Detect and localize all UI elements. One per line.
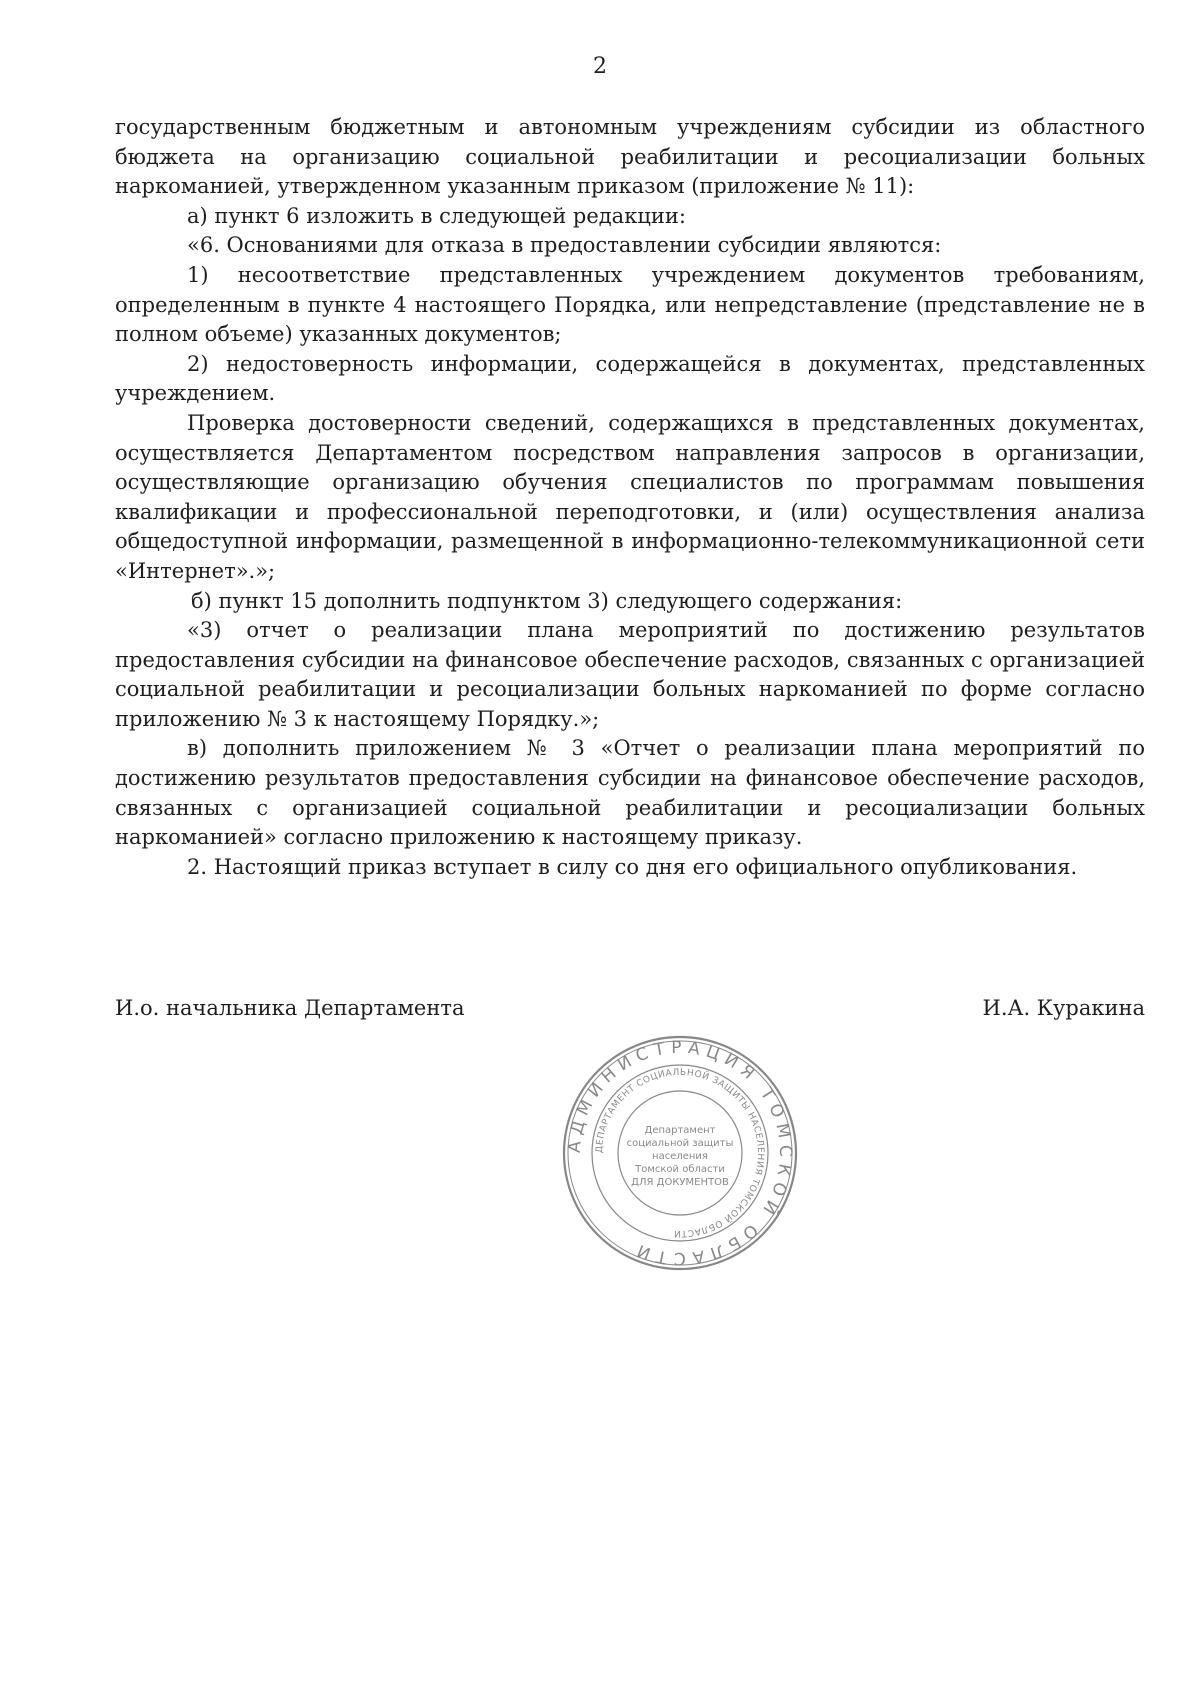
signatory-position: И.о. начальника Департамента xyxy=(115,996,465,1020)
seal-graphic xyxy=(560,1033,800,1273)
paragraph-subclause-3: «3) отчет о реализации плана мероприятий по достижению результатов предоставления субсидии на финансовое обеспечение расходов, связанных с организацией социальной реабилитации и ресоциализации больных наркоманией по форме согласно приложению № 3 к настоящему Порядку.»; xyxy=(115,618,1145,731)
seal-outer-text: АДМИНИСТРАЦИЯ ТОМСКОЙ ОБЛАСТИ xyxy=(564,1037,796,1269)
page-number: 2 xyxy=(593,54,607,79)
paragraph-clause-6: «6. Основаниями для отказа в предоставлении субсидии являются: xyxy=(187,233,942,258)
paragraph-subclause-2: 2) недостоверность информации, содержащейся в документах, представленных учреждением. xyxy=(115,351,1145,406)
paragraph-verification: Проверка достоверности сведений, содержащихся в представленных документах, осуществляется Департаментом посредством направления запросов в организации, осуществляющие организацию обучения специалистов по программам повышения квалификации и профессиональной переподготовки, и (или) осуществления анализа общедоступной информации, размещенной в информационно-телекоммуникационной сети «Интернет».»; xyxy=(115,410,1145,583)
document-body xyxy=(115,113,1145,882)
seal-inner-text: ДЕПАРТАМЕНТ СОЦИАЛЬНОЙ ЗАЩИТЫ НАСЕЛЕНИЯ ТОМСКОЙ ОБЛАСТИ xyxy=(594,1067,766,1239)
seal-center-line-3: населения xyxy=(652,1151,708,1162)
seal-center-line-4: Томской области xyxy=(635,1164,725,1175)
paragraph-item-a: а) пункт 6 изложить в следующей редакции: xyxy=(187,203,686,228)
signatory-name: И.А. Куракина xyxy=(982,996,1145,1020)
paragraph-item-b: б) пункт 15 дополнить подпунктом 3) следующего содержания: xyxy=(191,588,903,613)
paragraph-continuation: государственным бюджетным и автономным учреждениям субсидии из областного бюджета на организацию социальной реабилитации и ресоциализации больных наркоманией, утвержденном указанным приказом (приложение № 11): xyxy=(115,115,1145,199)
paragraph-item-v: в) дополнить приложением № 3 «Отчет о реализации плана мероприятий по достижению результатов предоставления субсидии на финансовое обеспечение расходов, связанных с организацией социальной реабилитации и ресоциализации больных наркоманией» согласно приложению к настоящему приказу. xyxy=(115,736,1145,850)
paragraph-effective-date: 2. Настоящий приказ вступает в силу со дня его официального опубликования. xyxy=(187,854,1078,879)
seal-center-line-5: ДЛЯ ДОКУМЕНТОВ xyxy=(631,1177,729,1188)
seal-center-line-2: социальной защиты xyxy=(626,1138,734,1149)
official-seal xyxy=(560,1033,800,1273)
paragraph-subclause-1: 1) несоответствие представленных учреждением документов требованиям, определенным в пункте 4 настоящего Порядка, или непредставление (представление не в полном объеме) указанных документов; xyxy=(115,262,1145,347)
seal-center-line-1: Департамент xyxy=(644,1125,716,1136)
